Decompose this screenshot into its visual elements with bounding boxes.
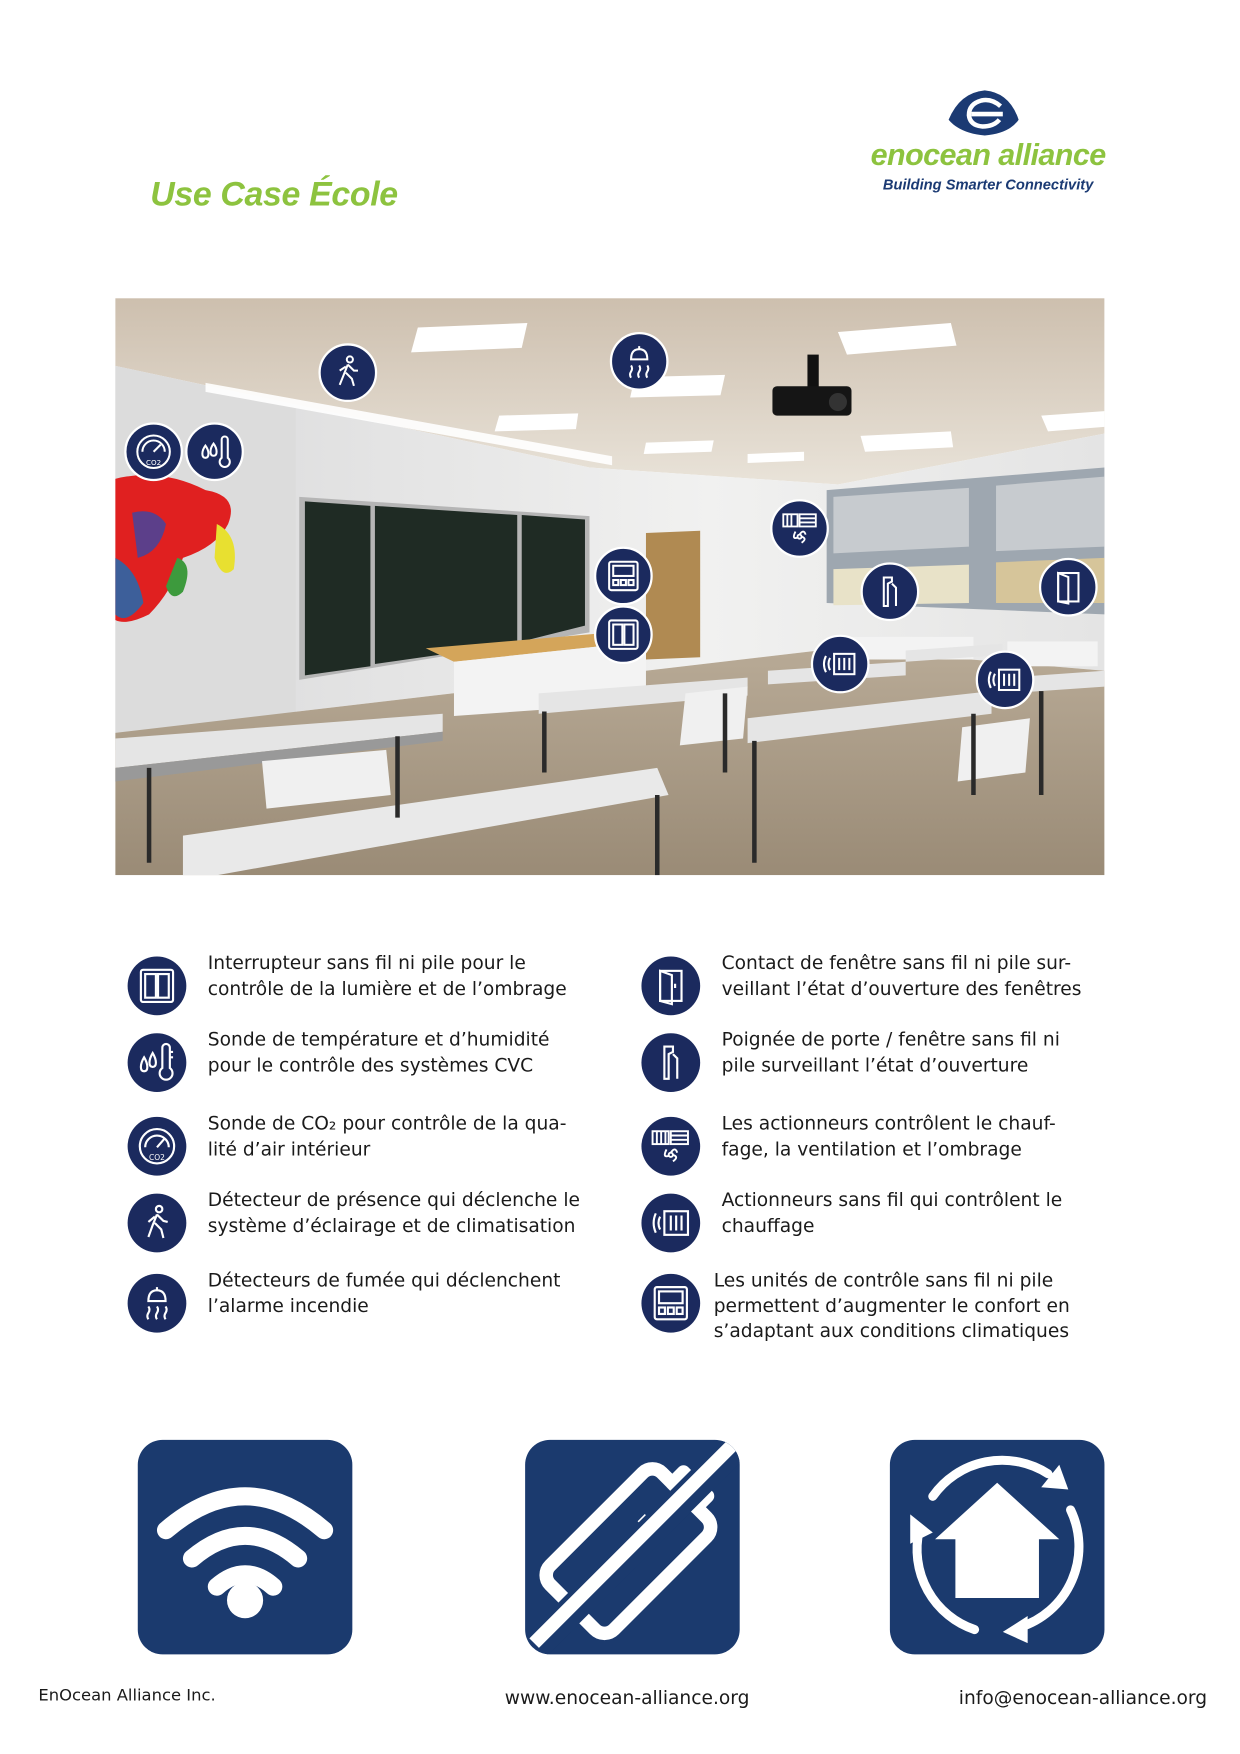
feature-text: Les unités de contrôle sans fil ni pile permettent d’augmenter le confort en s’adaptant aux conditions climatiques bbox=[713, 1269, 1070, 1342]
footer-company: EnOcean Alliance Inc. bbox=[38, 1687, 216, 1706]
svg-text:CO2: CO2 bbox=[149, 1153, 165, 1163]
feature-text: Interrupteur sans fil ni pile pour le contrôle de la lumière et de l’ombrage bbox=[207, 951, 567, 999]
house-cycle-icon bbox=[890, 1440, 1105, 1655]
feature-item bbox=[128, 951, 567, 1016]
scene-humidity-thermometer-icon bbox=[185, 422, 244, 481]
window-handle-icon bbox=[641, 1033, 700, 1092]
window-contact-icon bbox=[641, 957, 700, 1016]
footer-website-link[interactable]: www.enocean-alliance.org bbox=[504, 1687, 750, 1709]
feature-item bbox=[641, 1269, 1070, 1345]
scene-walking-person-icon bbox=[318, 343, 377, 402]
feature-text: Détecteur de présence qui déclenche le système d’éclairage et de climatisation bbox=[207, 1189, 580, 1237]
scene-co2-gauge-icon bbox=[124, 422, 183, 481]
feature-item bbox=[128, 1028, 550, 1092]
scene-smoke-alarm-icon bbox=[610, 332, 669, 391]
feature-item bbox=[128, 1269, 561, 1333]
feature-text: Poignée de porte / fenêtre sans fil ni pile surveillant l’état d’ouverture bbox=[721, 1028, 1060, 1076]
logo-eye-icon bbox=[944, 88, 1023, 138]
feature-text: Détecteurs de fumée qui déclenchent l’alarme incendie bbox=[207, 1269, 561, 1317]
scene-blind-fan-actuator-icon bbox=[770, 499, 829, 558]
walking-person-icon bbox=[128, 1194, 187, 1253]
scene-window-contact-icon bbox=[1039, 558, 1098, 617]
smoke-alarm-icon bbox=[128, 1274, 187, 1333]
feature-item bbox=[641, 951, 1082, 1016]
feature-text: Sonde de température et d’humidité pour le contrôle des systèmes CVC bbox=[207, 1028, 550, 1076]
enocean-logo bbox=[858, 88, 1106, 201]
feature-text: Les actionneurs contrôlent le chauf- fage, la ventilation et l’ombrage bbox=[721, 1112, 1056, 1160]
feature-text: Contact de fenêtre sans fil ni pile sur- veillant l’état d’ouverture des fenêtres bbox=[721, 951, 1082, 999]
rocker-switch-icon bbox=[128, 957, 187, 1016]
co2-gauge-icon bbox=[128, 1117, 187, 1176]
feature-item bbox=[128, 1189, 580, 1253]
feature-text: Actionneurs sans fil qui contrôlent le chauffage bbox=[721, 1189, 1063, 1237]
scene-radiator-valve-icon bbox=[976, 650, 1035, 709]
radiator-valve-icon bbox=[641, 1194, 700, 1253]
classroom-image bbox=[115, 298, 1104, 875]
blind-fan-actuator-icon bbox=[641, 1117, 700, 1176]
room-controller-icon bbox=[641, 1274, 700, 1333]
no-battery-icon bbox=[525, 1440, 740, 1655]
feature-item bbox=[641, 1112, 1056, 1176]
logo-name: enocean alliance bbox=[870, 137, 1106, 172]
feature-item bbox=[641, 1028, 1060, 1092]
scene-radiator-valve-icon bbox=[811, 635, 870, 694]
page-title: Use Case École bbox=[150, 176, 398, 214]
logo-tagline: Building Smarter Connectivity bbox=[882, 176, 1094, 194]
feature-item bbox=[128, 1112, 567, 1176]
scene-room-controller-icon bbox=[594, 547, 653, 606]
feature-text: Sonde de CO₂ pour contrôle de la qua- lité d’air intérieur bbox=[207, 1112, 567, 1160]
scene-window-handle-icon bbox=[861, 562, 920, 621]
humidity-thermometer-icon bbox=[128, 1033, 187, 1092]
wireless-signal-icon bbox=[138, 1440, 353, 1655]
feature-item bbox=[641, 1189, 1063, 1253]
svg-text:CO2: CO2 bbox=[146, 457, 162, 467]
scene-rocker-switch-icon bbox=[594, 605, 653, 664]
footer-email-link[interactable]: info@enocean-alliance.org bbox=[958, 1687, 1208, 1709]
